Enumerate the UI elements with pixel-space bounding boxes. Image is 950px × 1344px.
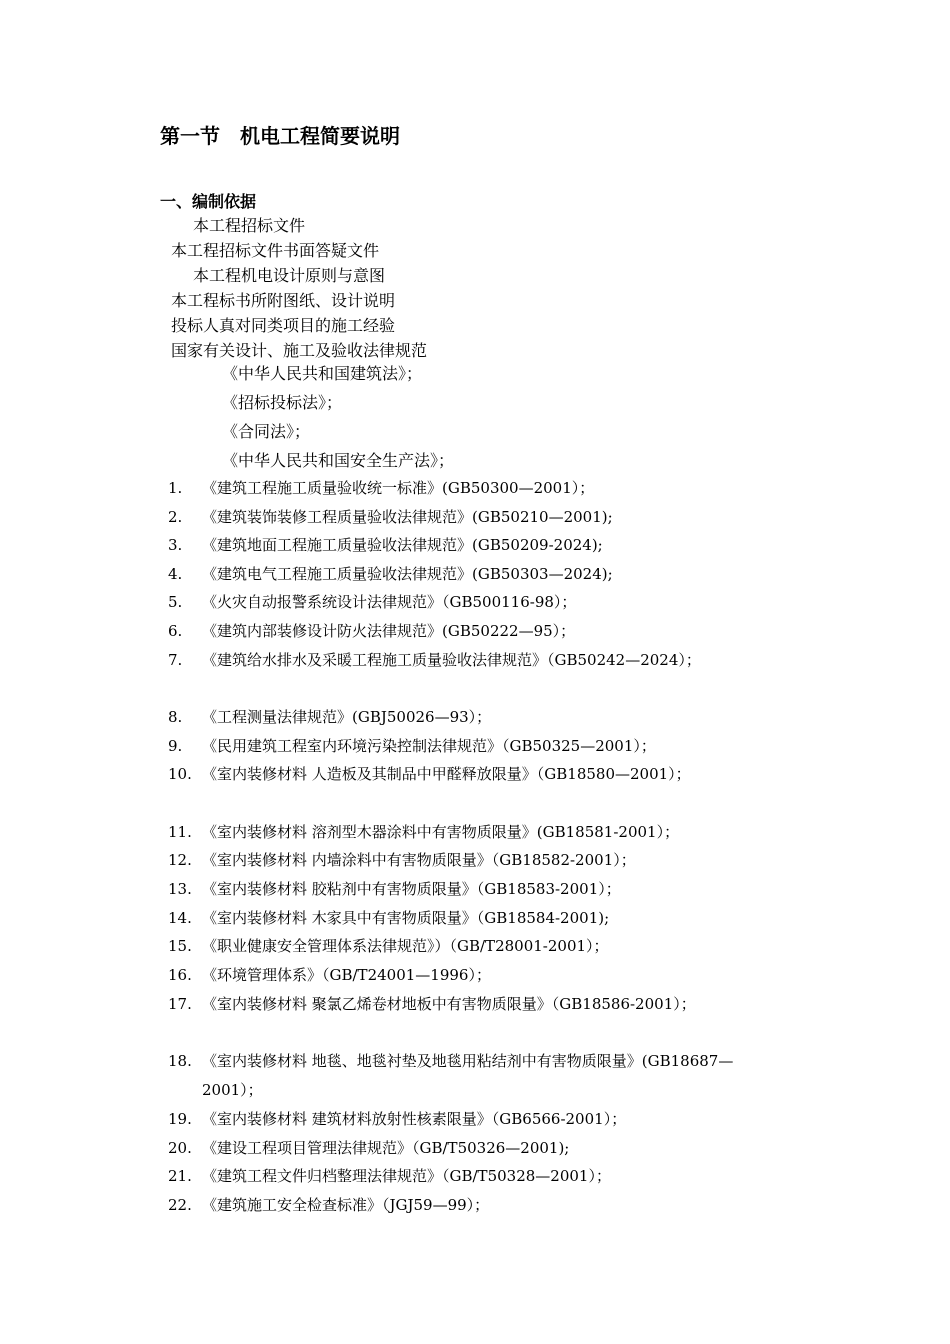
standard-number: 18.: [168, 1052, 192, 1070]
standard-item: [168, 1105, 790, 1134]
standard-number: 19.: [168, 1110, 192, 1128]
standard-number: 11.: [168, 823, 192, 841]
standard-item: [168, 990, 790, 1019]
basis-item: 国家有关设计、施工及验收法律规范: [171, 341, 428, 360]
basis-item: 本工程标书所附图纸、设计说明: [171, 291, 396, 310]
standard-number: 8.: [168, 708, 183, 726]
standard-text: 《室内装修材料 胶粘剂中有害物质限量》（GB18583-2001）；: [202, 880, 621, 898]
standard-text: 《建筑装饰装修工程质量验收法律规范》(GB50210—2001);: [202, 508, 613, 526]
sub-title: 一、编制依据: [160, 192, 257, 211]
standard-text: 《民用建筑工程室内环境污染控制法律规范》（GB50325—2001）；: [202, 737, 656, 755]
standard-item: [168, 1047, 790, 1104]
basis-item: 本工程机电设计原则与意图: [193, 266, 386, 285]
standard-item: [168, 846, 790, 875]
standard-item: [168, 474, 790, 503]
standard-text: 《建筑给水排水及采暖工程施工质量验收法律规范》（GB50242—2024）；: [202, 651, 701, 669]
standard-item: [168, 760, 790, 789]
standard-text: 《室内装修材料 木家具中有害物质限量》（GB18584-2001);: [202, 909, 610, 927]
basis-item: 投标人真对同类项目的施工经验: [171, 316, 396, 335]
standard-number: 5.: [168, 593, 183, 611]
standard-number: 7.: [168, 651, 183, 669]
standard-text: 《职业健康安全管理体系法律规范》）（GB/T28001-2001）；: [202, 937, 609, 955]
basis-item: 本工程招标文件书面答疑文件: [171, 241, 380, 260]
standard-text: 《室内装修材料 建筑材料放射性核素限量》（GB6566-2001）；: [202, 1110, 627, 1128]
standard-number: 20.: [168, 1139, 192, 1157]
standard-text: 《室内装修材料 内墙涂料中有害物质限量》（GB18582-2001）；: [202, 851, 636, 869]
standard-text: 《建筑内部装修设计防火法律规范》(GB50222—95）；: [202, 622, 576, 640]
standard-item: [168, 703, 790, 732]
standard-text: 《室内装修材料 地毯、地毯衬垫及地毯用粘结剂中有害物质限量》(GB18687—2001）；: [202, 1052, 734, 1099]
standard-text: 《室内装修材料 溶剂型木器涂料中有害物质限量》(GB18581-2001）；: [202, 823, 680, 841]
standard-item: [168, 617, 790, 646]
section-title: 第一节 机电工程简要说明: [160, 124, 400, 148]
standard-text: 《工程测量法律规范》(GBJ50026—93）；: [202, 708, 492, 726]
standard-number: 10.: [168, 765, 192, 783]
standard-number: 2.: [168, 508, 183, 526]
standard-number: 14.: [168, 909, 192, 927]
standard-number: 3.: [168, 536, 183, 554]
standard-text: 《建筑工程施工质量验收统一标准》(GB50300—2001）；: [202, 479, 595, 497]
standard-text: 《建筑电气工程施工质量验收法律规范》(GB50303—2024);: [202, 565, 613, 583]
standard-number: 16.: [168, 966, 192, 984]
law-item: 《招标投标法》；: [222, 393, 343, 412]
standard-item: [168, 503, 790, 532]
basis-item: 本工程招标文件: [193, 216, 306, 235]
standard-item: [168, 932, 790, 961]
law-item: 《合同法》；: [222, 422, 311, 441]
standard-item: [168, 961, 790, 990]
standard-text: 《火灾自动报警系统设计法律规范》（GB500116-98）；: [202, 593, 577, 611]
standard-text: 《建设工程项目管理法律规范》（GB/T50326—2001);: [202, 1139, 570, 1157]
standard-item: [168, 818, 790, 847]
standard-number: 1.: [168, 479, 183, 497]
standard-item: [168, 646, 790, 675]
standard-text: 《室内装修材料 聚氯乙烯卷材地板中有害物质限量》（GB18586-2001）；: [202, 995, 696, 1013]
standard-number: 13.: [168, 880, 192, 898]
standard-number: 9.: [168, 737, 183, 755]
standard-item: [168, 1134, 790, 1163]
standard-item: [168, 1191, 790, 1220]
standard-number: 15.: [168, 937, 192, 955]
law-item: 《中华人民共和国安全生产法》；: [222, 451, 455, 470]
standard-number: 22.: [168, 1196, 192, 1214]
standard-text: 《建筑工程文件归档整理法律规范》（GB/T50328—2001）；: [202, 1167, 611, 1185]
standard-item: [168, 732, 790, 761]
standard-text: 《室内装修材料 人造板及其制品中甲醛释放限量》（GB18580—2001）；: [202, 765, 691, 783]
standard-item: [168, 531, 790, 560]
standard-text: 《环境管理体系》（GB/T24001—1996）；: [202, 966, 491, 984]
standard-number: 6.: [168, 622, 183, 640]
standard-item: [168, 875, 790, 904]
standard-item: [168, 560, 790, 589]
standard-item: [168, 904, 790, 933]
standard-number: 12.: [168, 851, 192, 869]
standard-number: 4.: [168, 565, 183, 583]
standard-text: 《建筑施工安全检查标准》（JGJ59—99）；: [202, 1196, 490, 1214]
standard-number: 21.: [168, 1167, 192, 1185]
standard-item: [168, 1162, 790, 1191]
law-item: 《中华人民共和国建筑法》；: [222, 364, 423, 383]
standard-number: 17.: [168, 995, 192, 1013]
standard-text: 《建筑地面工程施工质量验收法律规范》(GB50209-2024);: [202, 536, 603, 554]
standard-item: [168, 588, 790, 617]
